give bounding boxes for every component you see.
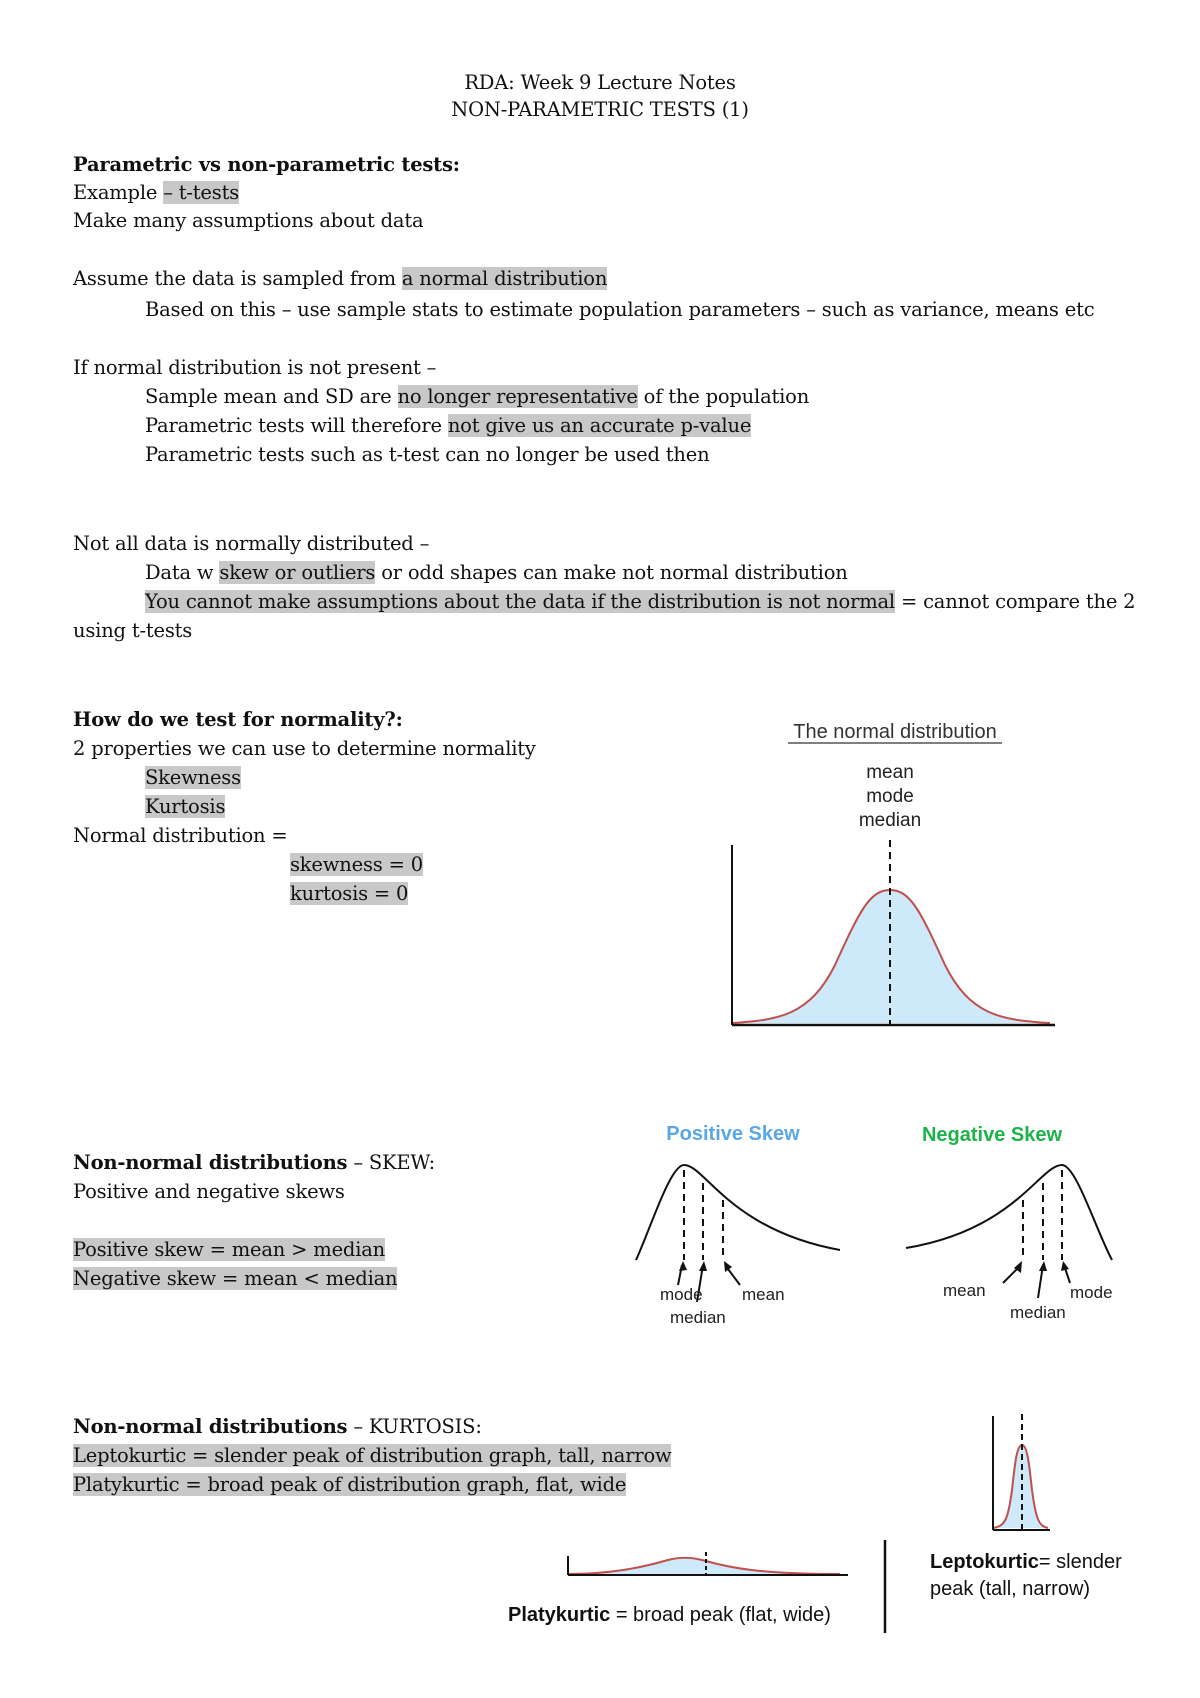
page-subtitle: NON-PARAMETRIC TESTS (1)	[451, 98, 749, 121]
properties-line: 2 properties we can use to determine normality	[73, 737, 536, 760]
not-present-line-1: Sample mean and SD are no longer representative of the population	[145, 385, 810, 408]
leptokurtic-caption-block	[925, 1540, 1175, 1610]
page-title: RDA: Week 9 Lecture Notes	[464, 71, 736, 94]
highlight-p-value: not give us an accurate p-value	[447, 414, 752, 437]
based-on-line: Based on this – use sample stats to estimate population parameters – such as variance, means etc	[145, 298, 1095, 321]
assume-normal-line: Assume the data is sampled from a normal distribution	[73, 267, 608, 290]
leptokurtic-def: Leptokurtic = slender peak of distribution graph, tall, narrow	[73, 1444, 672, 1467]
negative-skew-curve	[906, 1165, 1112, 1260]
leptokurtic-caption: Leptokurtic= slender	[930, 1551, 1122, 1573]
lepto-curve-fill	[993, 1445, 1048, 1528]
normality-heading: How do we test for normality?:	[73, 708, 403, 731]
highlight-skew-outliers: skew or outliers	[219, 561, 376, 584]
kurtosis-heading: Non-normal distributions – KURTOSIS:	[73, 1415, 482, 1438]
neg-mode-label: mode	[1070, 1283, 1113, 1302]
normal-distribution-figure	[720, 715, 1070, 1035]
highlight-t-tests: – t-tests	[163, 181, 240, 204]
not-normal-line-1: Data w skew or outliers or odd shapes can make not normal distribution	[145, 561, 848, 584]
not-normal-line-3: using t-tests	[73, 619, 193, 642]
normal-figure-title: The normal distribution	[793, 721, 997, 743]
assumptions-line: Make many assumptions about data	[73, 209, 424, 232]
label-median: median	[858, 810, 922, 831]
pos-median-label: median	[670, 1308, 726, 1327]
skew-heading: Non-normal distributions – SKEW:	[73, 1151, 435, 1174]
label-mode: mode	[866, 786, 914, 807]
example-line: Example – t-tests	[73, 181, 240, 204]
highlight-normal-distribution: a normal distribution	[401, 267, 608, 290]
normal-distribution-eq: Normal distribution =	[73, 824, 288, 847]
kurtosis-zero: kurtosis = 0	[290, 882, 409, 905]
neg-median-label: median	[1010, 1303, 1066, 1322]
positive-skew-curve	[636, 1165, 840, 1260]
highlight-not-representative: no longer representative	[397, 385, 638, 408]
negative-skew-title: Negative Skew	[921, 1124, 1063, 1146]
platykurtic-figure	[500, 1540, 900, 1635]
platykurtic-caption: Platykurtic = broad peak (flat, wide)	[508, 1604, 831, 1626]
positive-skew-title: Positive Skew	[666, 1123, 800, 1145]
platykurtic-def: Platykurtic = broad peak of distribution graph, flat, wide	[73, 1473, 627, 1496]
label-mean: mean	[866, 762, 914, 783]
not-present-heading: If normal distribution is not present –	[73, 356, 437, 379]
leptokurtic-figure	[990, 1410, 1050, 1535]
not-present-line-2: Parametric tests will therefore not give us an accurate p-value	[145, 414, 752, 437]
pos-mean-label: mean	[742, 1285, 785, 1304]
not-normal-heading: Not all data is normally distributed –	[73, 532, 430, 555]
pos-mode-label: mode	[660, 1285, 703, 1304]
neg-mean-label: mean	[943, 1281, 986, 1300]
positive-skew-def: Positive skew = mean > median	[73, 1238, 386, 1261]
kurtosis-item: Kurtosis	[145, 795, 226, 818]
skew-types-line: Positive and negative skews	[73, 1180, 345, 1203]
skew-figure	[630, 1120, 1120, 1340]
highlight-cannot-assume: You cannot make assumptions about the data if the distribution is not normal	[145, 590, 895, 613]
negative-skew-def: Negative skew = mean < median	[73, 1267, 398, 1290]
section-heading-parametric: Parametric vs non-parametric tests:	[73, 153, 460, 176]
normal-curve-fill	[732, 890, 1050, 1023]
not-normal-line-2: You cannot make assumptions about the data if the distribution is not normal = cannot compare the 2	[145, 590, 1136, 613]
skewness-item: Skewness	[145, 766, 241, 789]
leptokurtic-caption-2: peak (tall, narrow)	[930, 1578, 1091, 1600]
not-present-line-3: Parametric tests such as t-test can no longer be used then	[145, 443, 710, 466]
skewness-zero: skewness = 0	[290, 853, 423, 876]
